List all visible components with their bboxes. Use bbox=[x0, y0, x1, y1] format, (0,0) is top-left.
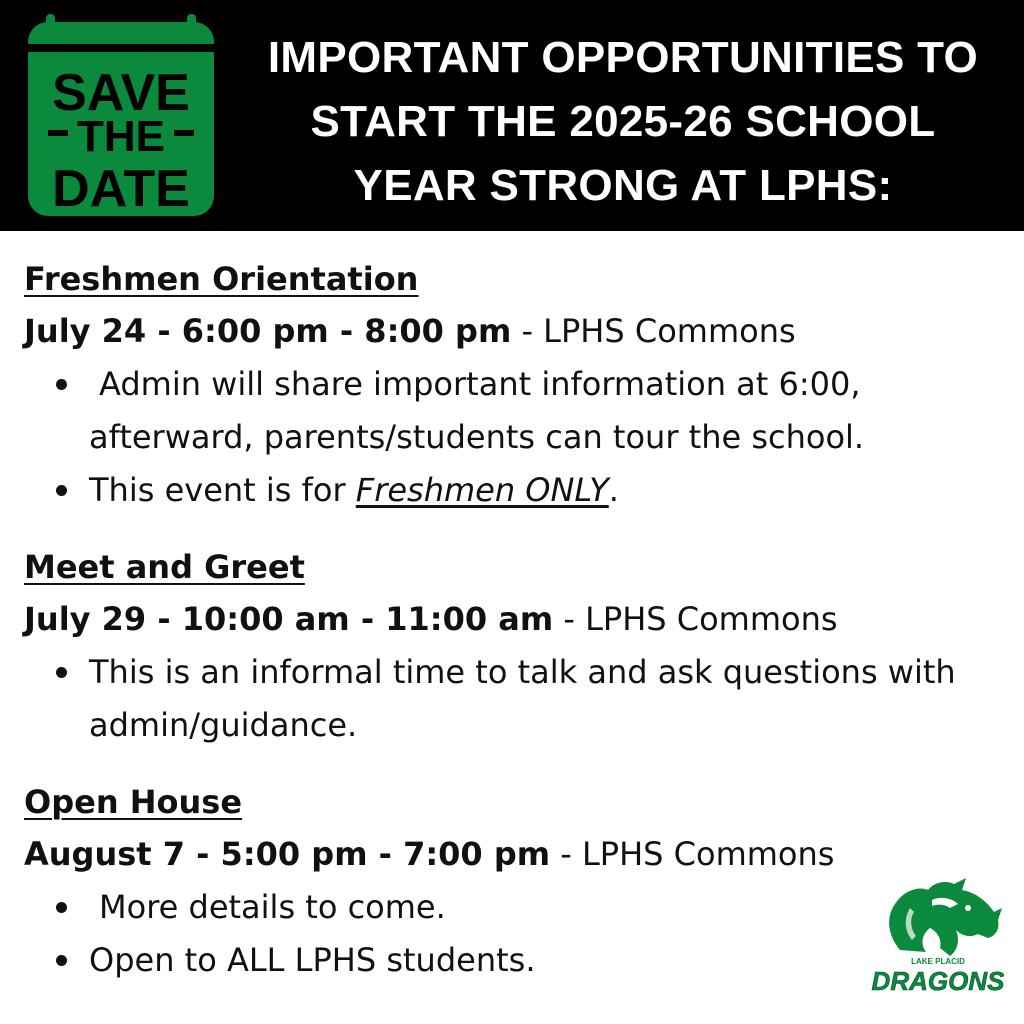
list-item: Open to ALL LPHS students. bbox=[24, 934, 994, 987]
events-list bbox=[24, 254, 994, 987]
event-details bbox=[24, 881, 994, 987]
event-freshmen-orientation bbox=[24, 254, 994, 517]
logo-small-text: LAKE PLACID bbox=[911, 957, 965, 966]
event-location: - LPHS Commons bbox=[553, 600, 838, 638]
list-item: Admin will share important information at 6:00, afterward, parents/students can tour the school. bbox=[24, 358, 994, 464]
event-details bbox=[24, 646, 994, 752]
list-item: This is an informal time to talk and ask questions with admin/guidance. bbox=[24, 646, 994, 752]
title-line-3: YEAR STRONG AT LPHS: bbox=[353, 161, 893, 210]
event-time: July 24 - 6:00 pm - 8:00 pm bbox=[24, 312, 512, 350]
page-title bbox=[232, 26, 1014, 218]
list-item: This event is for Freshmen ONLY. bbox=[24, 464, 994, 517]
freshmen-only-emphasis: Freshmen ONLY bbox=[355, 471, 609, 509]
save-the-date-calendar-icon bbox=[28, 14, 214, 216]
event-details bbox=[24, 358, 994, 517]
title-line-2: START THE 2025-26 SCHOOL bbox=[310, 97, 936, 146]
event-open-house bbox=[24, 777, 994, 987]
list-item: More details to come. bbox=[24, 881, 994, 934]
badge-line2: THE bbox=[77, 112, 165, 161]
event-title: Meet and Greet bbox=[24, 548, 305, 586]
event-meet-and-greet bbox=[24, 542, 994, 752]
badge-line1: SAVE bbox=[52, 64, 190, 122]
event-location: - LPHS Commons bbox=[511, 312, 796, 350]
event-title: Freshmen Orientation bbox=[24, 260, 419, 298]
event-date-line bbox=[24, 828, 994, 881]
title-line-1: IMPORTANT OPPORTUNITIES TO bbox=[267, 33, 979, 82]
event-time: August 7 - 5:00 pm - 7:00 pm bbox=[24, 835, 551, 873]
event-location: - LPHS Commons bbox=[550, 835, 835, 873]
event-date-line bbox=[24, 593, 994, 646]
logo-big-text: DRAGONS bbox=[871, 966, 1004, 996]
event-time: July 29 - 10:00 am - 11:00 am bbox=[24, 600, 554, 638]
badge-line3: DATE bbox=[52, 160, 190, 216]
header-banner bbox=[0, 0, 1024, 231]
event-title: Open House bbox=[24, 783, 243, 821]
event-date-line bbox=[24, 305, 994, 358]
lake-placid-dragons-logo bbox=[870, 878, 1004, 996]
